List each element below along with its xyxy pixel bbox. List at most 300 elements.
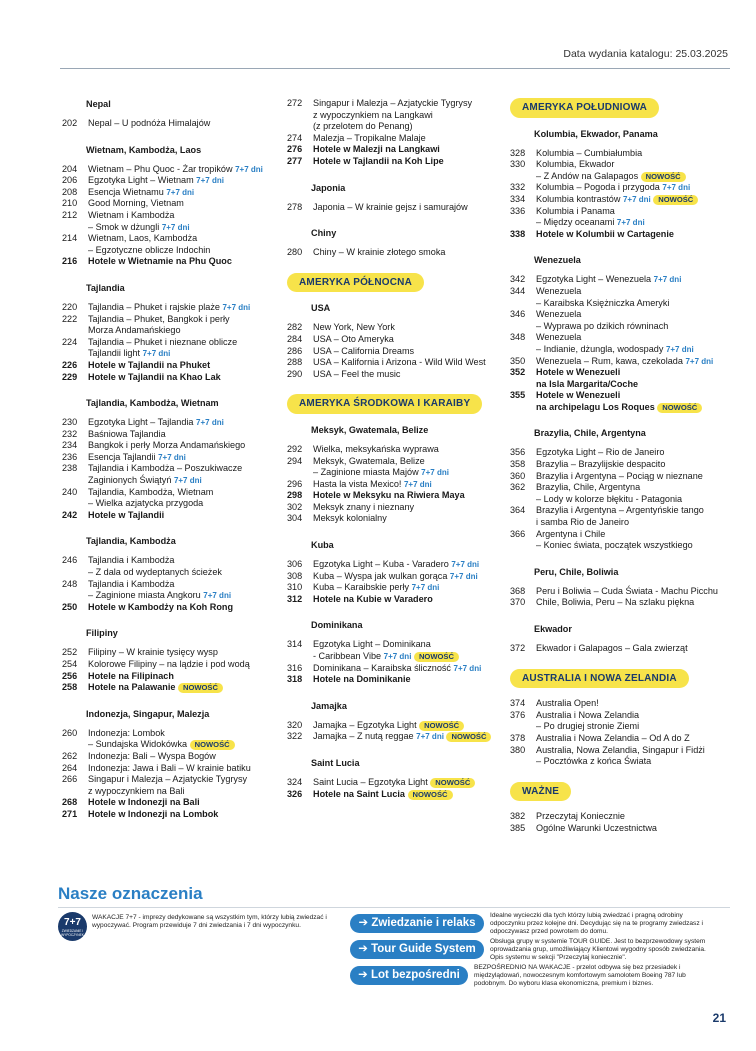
section-heading: Chiny xyxy=(311,228,337,239)
entry-title: Filipiny – W krainie tysięcy wysp xyxy=(88,647,218,658)
page-ref: 254 xyxy=(62,659,78,669)
toc-entry xyxy=(287,247,497,259)
entry-line xyxy=(88,360,272,372)
toc-entry xyxy=(510,643,730,655)
entry-title: Ogólne Warunki Uczestnictwa xyxy=(536,822,657,833)
entry-line xyxy=(536,643,730,655)
page-ref: 312 xyxy=(287,593,303,604)
toc-entry xyxy=(62,440,272,452)
page-ref: 364 xyxy=(510,505,526,516)
region-banner: AMERYKA ŚRODKOWA I KARAIBY xyxy=(287,394,482,414)
entry-line xyxy=(536,494,730,506)
page-ref: 306 xyxy=(287,559,303,570)
section-heading: Jamajka xyxy=(311,700,347,711)
header-divider xyxy=(60,68,730,69)
entry-title: Kolumbia, Ekwador xyxy=(536,159,615,170)
page-ref: 277 xyxy=(287,155,303,166)
toc-entry xyxy=(287,789,497,801)
entry-line xyxy=(88,751,272,763)
page-ref: 280 xyxy=(287,247,303,258)
entry-line xyxy=(536,182,730,194)
page-ref: 355 xyxy=(510,390,526,401)
page-ref: 292 xyxy=(287,443,303,454)
entry-line xyxy=(536,159,730,171)
section-heading: Tajlandia, Kambodża xyxy=(86,536,176,547)
page-ref: 336 xyxy=(510,205,526,216)
toc-entry xyxy=(62,487,272,510)
entry-line xyxy=(313,582,497,594)
duration-tag: 7+7 dni xyxy=(411,583,440,593)
duration-tag: 7+7 dni xyxy=(622,194,651,204)
entry-line xyxy=(536,148,730,160)
entry-line xyxy=(313,144,497,156)
entry-title: Indonezja: Lombok xyxy=(88,727,165,738)
entry-line xyxy=(88,786,272,798)
toc-entry xyxy=(62,809,272,821)
entry-line xyxy=(313,467,497,479)
page-ref: 318 xyxy=(287,674,303,685)
entry-line xyxy=(313,720,497,732)
page-ref: 378 xyxy=(510,732,526,743)
toc-entry xyxy=(62,728,272,751)
page-ref: 206 xyxy=(62,175,78,186)
duration-tag: 7+7 dni xyxy=(173,476,202,486)
page-ref: 294 xyxy=(287,455,303,466)
entry-title: Egzotyka Light – Wietnam xyxy=(88,175,194,186)
entry-line xyxy=(88,372,272,384)
region-banner: WAŻNE xyxy=(510,782,571,802)
page-ref: 296 xyxy=(287,478,303,489)
entry-title: Jamajka – Egzotyka Light xyxy=(313,719,417,730)
entry-continuation: – Karaibska Księżniczka Ameryki xyxy=(536,297,670,308)
entry-continuation: – Egzotyczne oblicze Indochin xyxy=(88,244,211,255)
entry-continuation: z wypoczynkiem na Bali xyxy=(88,785,185,796)
page-ref: 326 xyxy=(287,788,303,799)
legend-title: Nasze oznaczenia xyxy=(58,884,203,903)
entry-line xyxy=(88,452,272,464)
entry-title: Wenezuela xyxy=(536,332,582,343)
duration-tag: 7+7 dni xyxy=(196,176,224,186)
entry-line xyxy=(536,332,730,344)
entry-continuation: – Koniec świata, początek wszystkiego xyxy=(536,540,693,551)
duration-tag: 7+7 dni xyxy=(685,356,714,366)
entry-line xyxy=(88,440,272,452)
entry-line xyxy=(88,337,272,349)
entry-line xyxy=(88,682,272,694)
page-ref: 348 xyxy=(510,332,526,343)
entry-title: Kolumbia kontrastów xyxy=(536,193,621,204)
page-ref: 320 xyxy=(287,719,303,730)
page-ref: 284 xyxy=(287,333,303,344)
toc-entry xyxy=(287,513,497,525)
entry-line xyxy=(88,567,272,579)
entry-title: Wielka, meksykańska wyprawa xyxy=(313,443,439,454)
entry-continuation: – Wyprawa po dzikich równinach xyxy=(536,320,669,331)
new-badge: NOWOŚĆ xyxy=(408,790,453,800)
entry-line xyxy=(536,698,730,710)
entry-line xyxy=(536,811,730,823)
page-ref: 262 xyxy=(62,750,78,761)
entry-title: Malezja – Tropikalne Malaje xyxy=(313,132,426,143)
toc-entry xyxy=(510,459,730,471)
entry-line xyxy=(536,217,730,229)
entry-title: Kuba – Karaibskie perły xyxy=(313,582,410,593)
entry-line xyxy=(536,745,730,757)
duration-tag: 7+7 dni xyxy=(416,732,444,742)
entry-title: Hotele w Tajlandii xyxy=(88,509,165,520)
entry-line xyxy=(536,229,730,241)
page-ref: 370 xyxy=(510,597,526,608)
entry-title: Egzotyka Light – Rio de Janeiro xyxy=(536,447,665,458)
entry-title: Kolumbia – Pogoda i przygoda xyxy=(536,182,660,193)
toc-entry xyxy=(287,98,497,133)
entry-line xyxy=(536,298,730,310)
entry-title: Hotele na Filipinach xyxy=(88,670,174,681)
entry-continuation: – Z Andów na Galapagos xyxy=(536,170,639,181)
entry-line xyxy=(536,447,730,459)
page-ref: 230 xyxy=(62,417,78,428)
badge-description: WAKACJE 7+7 - imprezy dedykowane są wszystkim tym, którzy lubią zwiedzać i wypoczywać. Program przewiduje 7 dni zwiedzania i 7 dni wypoczynku. xyxy=(92,914,327,929)
page-ref: 304 xyxy=(287,513,303,524)
duration-tag: 7+7 dni xyxy=(166,187,195,197)
entry-continuation: Zaginionych Świątyń xyxy=(88,475,172,486)
section-heading: Tajlandia xyxy=(86,282,125,293)
entry-title: Australia i Nowa Zelandia xyxy=(536,709,640,720)
entry-title: Hotele w Tajlandii na Phuket xyxy=(88,359,211,370)
toc-entry xyxy=(287,357,497,369)
toc-entry xyxy=(510,229,730,241)
toc-entry xyxy=(510,148,730,160)
toc-entry xyxy=(62,256,272,268)
entry-continuation: – Pocztówka z końca Świata xyxy=(536,756,652,767)
page-ref: 210 xyxy=(62,198,78,209)
entry-title: Hotele w Tajlandii na Khao Lak xyxy=(88,371,221,382)
entry-line xyxy=(313,559,497,571)
entry-line xyxy=(88,647,272,659)
page-ref: 328 xyxy=(510,147,526,158)
entry-line xyxy=(88,555,272,567)
entry-title: Brazylia i Argentyna – Argentyńskie tango xyxy=(536,505,704,516)
pill-tour-guide-system-desc: Obsługa grupy w systemie TOUR GUIDE. Jest to bezprzewodowy system oprowadzania grup, umożliwiający Klientowi wygodny sposób zwiedzania. Opis systemu w sekcji "Przeczytaj koniecznie". xyxy=(490,938,706,961)
entry-title: Wietnam i Kambodża xyxy=(88,209,175,220)
entry-line xyxy=(313,639,497,651)
entry-title: Tajlandia – Phuket i rajskie plaże xyxy=(88,301,220,312)
badge-77-icon xyxy=(58,912,87,941)
page-ref: 350 xyxy=(510,355,526,366)
toc-entry xyxy=(510,182,730,194)
page-ref: 274 xyxy=(287,132,303,143)
entry-title: Hotele w Kolumbii w Cartagenie xyxy=(536,228,674,239)
toc-entry xyxy=(287,674,497,686)
duration-tag: 7+7 dni xyxy=(142,349,171,359)
toc-entry xyxy=(62,337,272,360)
entry-title: Hotele w Wietnamie na Phu Quoc xyxy=(88,256,232,267)
entry-line xyxy=(313,369,497,381)
toc-entry xyxy=(287,663,497,675)
section-heading: Dominikana xyxy=(311,620,363,631)
toc-entry xyxy=(510,597,730,609)
page-ref: 240 xyxy=(62,486,78,497)
entry-title: Chile, Boliwia, Peru – Na szlaku piękna xyxy=(536,597,695,608)
region-banner: AMERYKA POŁUDNIOWA xyxy=(510,98,659,118)
pill-tour-guide-system: ➔ Tour Guide System xyxy=(350,940,484,959)
entry-title: Egzotyka Light – Dominikana xyxy=(313,639,431,650)
page-ref: 278 xyxy=(287,201,303,212)
page-ref: 258 xyxy=(62,682,78,693)
entry-title: Ekwador i Galapagos – Gala zwierząt xyxy=(536,643,688,653)
toc-entry xyxy=(62,175,272,187)
page-ref: 216 xyxy=(62,256,78,267)
page-ref: 264 xyxy=(62,762,78,773)
entry-line xyxy=(536,482,730,494)
page-ref: 238 xyxy=(62,463,78,474)
page-ref: 276 xyxy=(287,144,303,155)
entry-title: Indonezja: Bali – Wyspa Bogów xyxy=(88,750,216,761)
entry-title: Singapur i Malezja – Azjatyckie Tygrysy xyxy=(88,774,248,785)
duration-tag: 7+7 dni xyxy=(616,218,645,228)
page-ref: 214 xyxy=(62,233,78,244)
page-ref: 242 xyxy=(62,509,78,520)
entry-line xyxy=(536,505,730,517)
entry-title: Nepal – U podnóża Himalajów xyxy=(88,118,211,128)
entry-line xyxy=(313,247,497,259)
toc-entry xyxy=(62,774,272,797)
entry-line xyxy=(88,498,272,510)
entry-title: Kolumbia – Cumbiałumbia xyxy=(536,147,643,158)
page-ref: 260 xyxy=(62,727,78,738)
page-ref: 298 xyxy=(287,490,303,501)
entry-title: Kuba – Wyspa jak wulkan gorąca xyxy=(313,570,448,581)
entry-line xyxy=(313,156,497,168)
section-heading: Saint Lucia xyxy=(311,758,360,768)
page-ref: 372 xyxy=(510,643,526,653)
entry-title: Egzotyka Light – Wenezuela xyxy=(536,274,652,285)
legend-divider xyxy=(58,907,730,908)
toc-entry xyxy=(287,444,497,456)
page-ref: 212 xyxy=(62,209,78,220)
pill-direct-flight: ➔ Lot bezpośredni xyxy=(350,966,468,985)
entry-continuation: – Zaginione miasta Majów xyxy=(313,467,419,478)
entry-title: Hotele w Indonezji na Bali xyxy=(88,797,200,808)
page-ref: 360 xyxy=(510,470,526,481)
entry-line xyxy=(313,571,497,583)
entry-line xyxy=(313,346,497,358)
page-ref: 234 xyxy=(62,440,78,451)
toc-entry xyxy=(287,639,497,662)
entry-title: Meksyk kolonialny xyxy=(313,513,387,524)
page-ref: 290 xyxy=(287,368,303,379)
page-ref: 358 xyxy=(510,459,526,470)
entry-line xyxy=(536,171,730,183)
entry-line xyxy=(536,402,730,414)
duration-tag: 7+7 dni xyxy=(158,452,186,462)
entry-line xyxy=(536,367,730,379)
toc-entry xyxy=(62,233,272,256)
entry-line xyxy=(88,164,272,176)
entry-title: New York, New York xyxy=(313,322,395,333)
entry-title: Hotele w Tajlandii na Koh Lipe xyxy=(313,155,444,166)
badge-sub: ZWIEDZANIE I WYPOCZYNEK xyxy=(61,929,84,937)
entry-title: Tajlandia – Phuket, Bangkok i perły xyxy=(88,313,230,324)
page-ref: 376 xyxy=(510,709,526,720)
entry-continuation: – Indianie, dżungla, wodospady xyxy=(536,343,664,354)
entry-title: Esencja Wietnamu xyxy=(88,186,164,197)
entry-title: Meksyk znany i nieznany xyxy=(313,501,415,512)
entry-continuation: – Zaginione miasta Angkoru xyxy=(88,590,201,601)
toc-entry xyxy=(510,505,730,528)
toc-entry xyxy=(62,210,272,233)
entry-line xyxy=(313,133,497,145)
entry-title: Australia, Nowa Zelandia, Singapur i Fidżi xyxy=(536,744,705,755)
toc-column-1 xyxy=(62,98,272,821)
duration-tag: 7+7 dni xyxy=(403,479,432,489)
entry-line xyxy=(88,175,272,187)
toc-entry xyxy=(62,164,272,176)
page-ref: 222 xyxy=(62,313,78,324)
entry-line xyxy=(88,797,272,809)
toc-entry xyxy=(510,332,730,355)
page-ref: 324 xyxy=(287,777,303,787)
badge-number: 7+7 xyxy=(64,917,81,928)
toc-entry xyxy=(62,372,272,384)
entry-line xyxy=(536,823,730,835)
section-heading: Filipiny xyxy=(86,628,118,639)
entry-line xyxy=(313,121,497,133)
entry-title: Hotele na Palawanie xyxy=(88,682,176,693)
page-ref: 322 xyxy=(287,731,303,742)
new-badge: NOWOŚĆ xyxy=(657,403,702,413)
entry-continuation: Morza Andamańskiego xyxy=(88,325,181,336)
duration-tag: 7+7 dni xyxy=(161,222,190,232)
entry-title: Hotele na Dominikanie xyxy=(313,674,411,685)
entry-continuation: – Między oceanami xyxy=(536,217,615,228)
toc-entry xyxy=(287,156,497,168)
toc-entry xyxy=(287,133,497,145)
entry-line xyxy=(313,479,497,491)
toc-entry xyxy=(510,274,730,286)
page-ref: 236 xyxy=(62,451,78,462)
toc-entry xyxy=(62,555,272,578)
entry-line xyxy=(536,710,730,722)
toc-entry xyxy=(62,751,272,763)
entry-line xyxy=(313,98,497,110)
toc-column-2 xyxy=(287,98,497,800)
page-ref: 268 xyxy=(62,797,78,808)
entry-line xyxy=(88,233,272,245)
page-ref: 288 xyxy=(287,357,303,368)
toc-entry xyxy=(62,579,272,602)
entry-line xyxy=(313,490,497,502)
entry-title: Tajlandia i Kambodża xyxy=(88,578,175,589)
entry-title: Tajlandia i Kambodża – Poszukiwacze xyxy=(88,463,243,474)
toc-entry xyxy=(510,194,730,206)
entry-title: Tajlandia i Kambodża xyxy=(88,555,175,566)
page-ref: 330 xyxy=(510,159,526,170)
toc-entry xyxy=(510,710,730,733)
duration-tag: 7+7 dni xyxy=(451,560,480,570)
pill-direct-flight-desc: BEZPOŚREDNIO NA WAKACJE - przelot odbywa się bez przesiadek i międzylądowań, nowoczesnym komfortowym samolotem Boeing 787 lub podobnym. Do wyboru klasa ekonomiczna, premium i biznes. xyxy=(474,964,686,987)
page-ref: 380 xyxy=(510,744,526,755)
toc-entry xyxy=(62,360,272,372)
toc-entry xyxy=(287,479,497,491)
entry-line xyxy=(88,198,272,210)
entry-title: Egzotyka Light – Kuba - Varadero xyxy=(313,559,449,570)
entry-line xyxy=(313,202,497,214)
entry-title: Bangkok i perły Morza Andamańskiego xyxy=(88,440,246,451)
entry-title: USA – Oto Ameryka xyxy=(313,333,394,344)
entry-title: USA – Feel the music xyxy=(313,368,401,379)
page-ref: 366 xyxy=(510,528,526,539)
toc-entry xyxy=(287,346,497,358)
page-ref: 352 xyxy=(510,367,526,378)
page-ref: 202 xyxy=(62,118,78,128)
toc-entry xyxy=(287,594,497,606)
entry-title: Jamajka – Z nutą reggae xyxy=(313,731,414,742)
toc-entry xyxy=(62,417,272,429)
entry-line xyxy=(88,118,272,130)
entry-continuation: – Lody w kolorze błękitu - Patagonia xyxy=(536,493,683,504)
entry-line xyxy=(88,659,272,671)
entry-title: Tajlandia, Kambodża, Wietnam xyxy=(88,486,214,497)
entry-title: Singapur i Malezja – Azjatyckie Tygrysy xyxy=(313,98,473,108)
duration-tag: 7+7 dni xyxy=(662,183,691,193)
page-ref: 338 xyxy=(510,228,526,239)
entry-line xyxy=(536,529,730,541)
entry-title: Dominikana – Karaibska śliczność xyxy=(313,662,451,673)
toc-entry xyxy=(287,720,497,732)
duration-tag: 7+7 dni xyxy=(665,344,694,354)
toc-entry xyxy=(510,356,730,368)
page-ref: 286 xyxy=(287,345,303,356)
entry-line xyxy=(88,210,272,222)
entry-title: Hotele w Wenezueli xyxy=(536,390,621,401)
duration-tag: 7+7 dni xyxy=(421,468,449,478)
page-ref: 334 xyxy=(510,193,526,204)
toc-entry xyxy=(62,452,272,464)
entry-title: Australia Open! xyxy=(536,698,599,709)
entry-line xyxy=(313,322,497,334)
toc-entry xyxy=(287,369,497,381)
entry-line xyxy=(536,356,730,368)
toc-entry xyxy=(62,602,272,614)
toc-entry xyxy=(510,159,730,182)
entry-line xyxy=(88,763,272,775)
toc-entry xyxy=(510,698,730,710)
toc-entry xyxy=(62,671,272,683)
section-heading: Kuba xyxy=(311,540,334,551)
entry-line xyxy=(88,348,272,360)
new-badge: NOWOŚĆ xyxy=(190,740,235,750)
entry-line xyxy=(313,444,497,456)
toc-entry xyxy=(510,529,730,552)
entry-line xyxy=(88,579,272,591)
page-ref: 208 xyxy=(62,186,78,197)
entry-line xyxy=(88,728,272,740)
page-ref: 368 xyxy=(510,585,526,596)
toc-entry xyxy=(287,202,497,214)
page-ref: 252 xyxy=(62,647,78,658)
toc-entry xyxy=(62,198,272,210)
new-badge: NOWOŚĆ xyxy=(641,172,686,182)
entry-title: Wenezuela – Rum, kawa, czekolada xyxy=(536,355,683,366)
page-number: 21 xyxy=(712,1011,726,1025)
entry-line xyxy=(536,586,730,598)
toc-entry xyxy=(510,811,730,823)
entry-line xyxy=(88,774,272,786)
page-ref: 226 xyxy=(62,359,78,370)
section-heading: Peru, Chile, Boliwia xyxy=(534,566,619,577)
page-ref: 382 xyxy=(510,811,526,822)
